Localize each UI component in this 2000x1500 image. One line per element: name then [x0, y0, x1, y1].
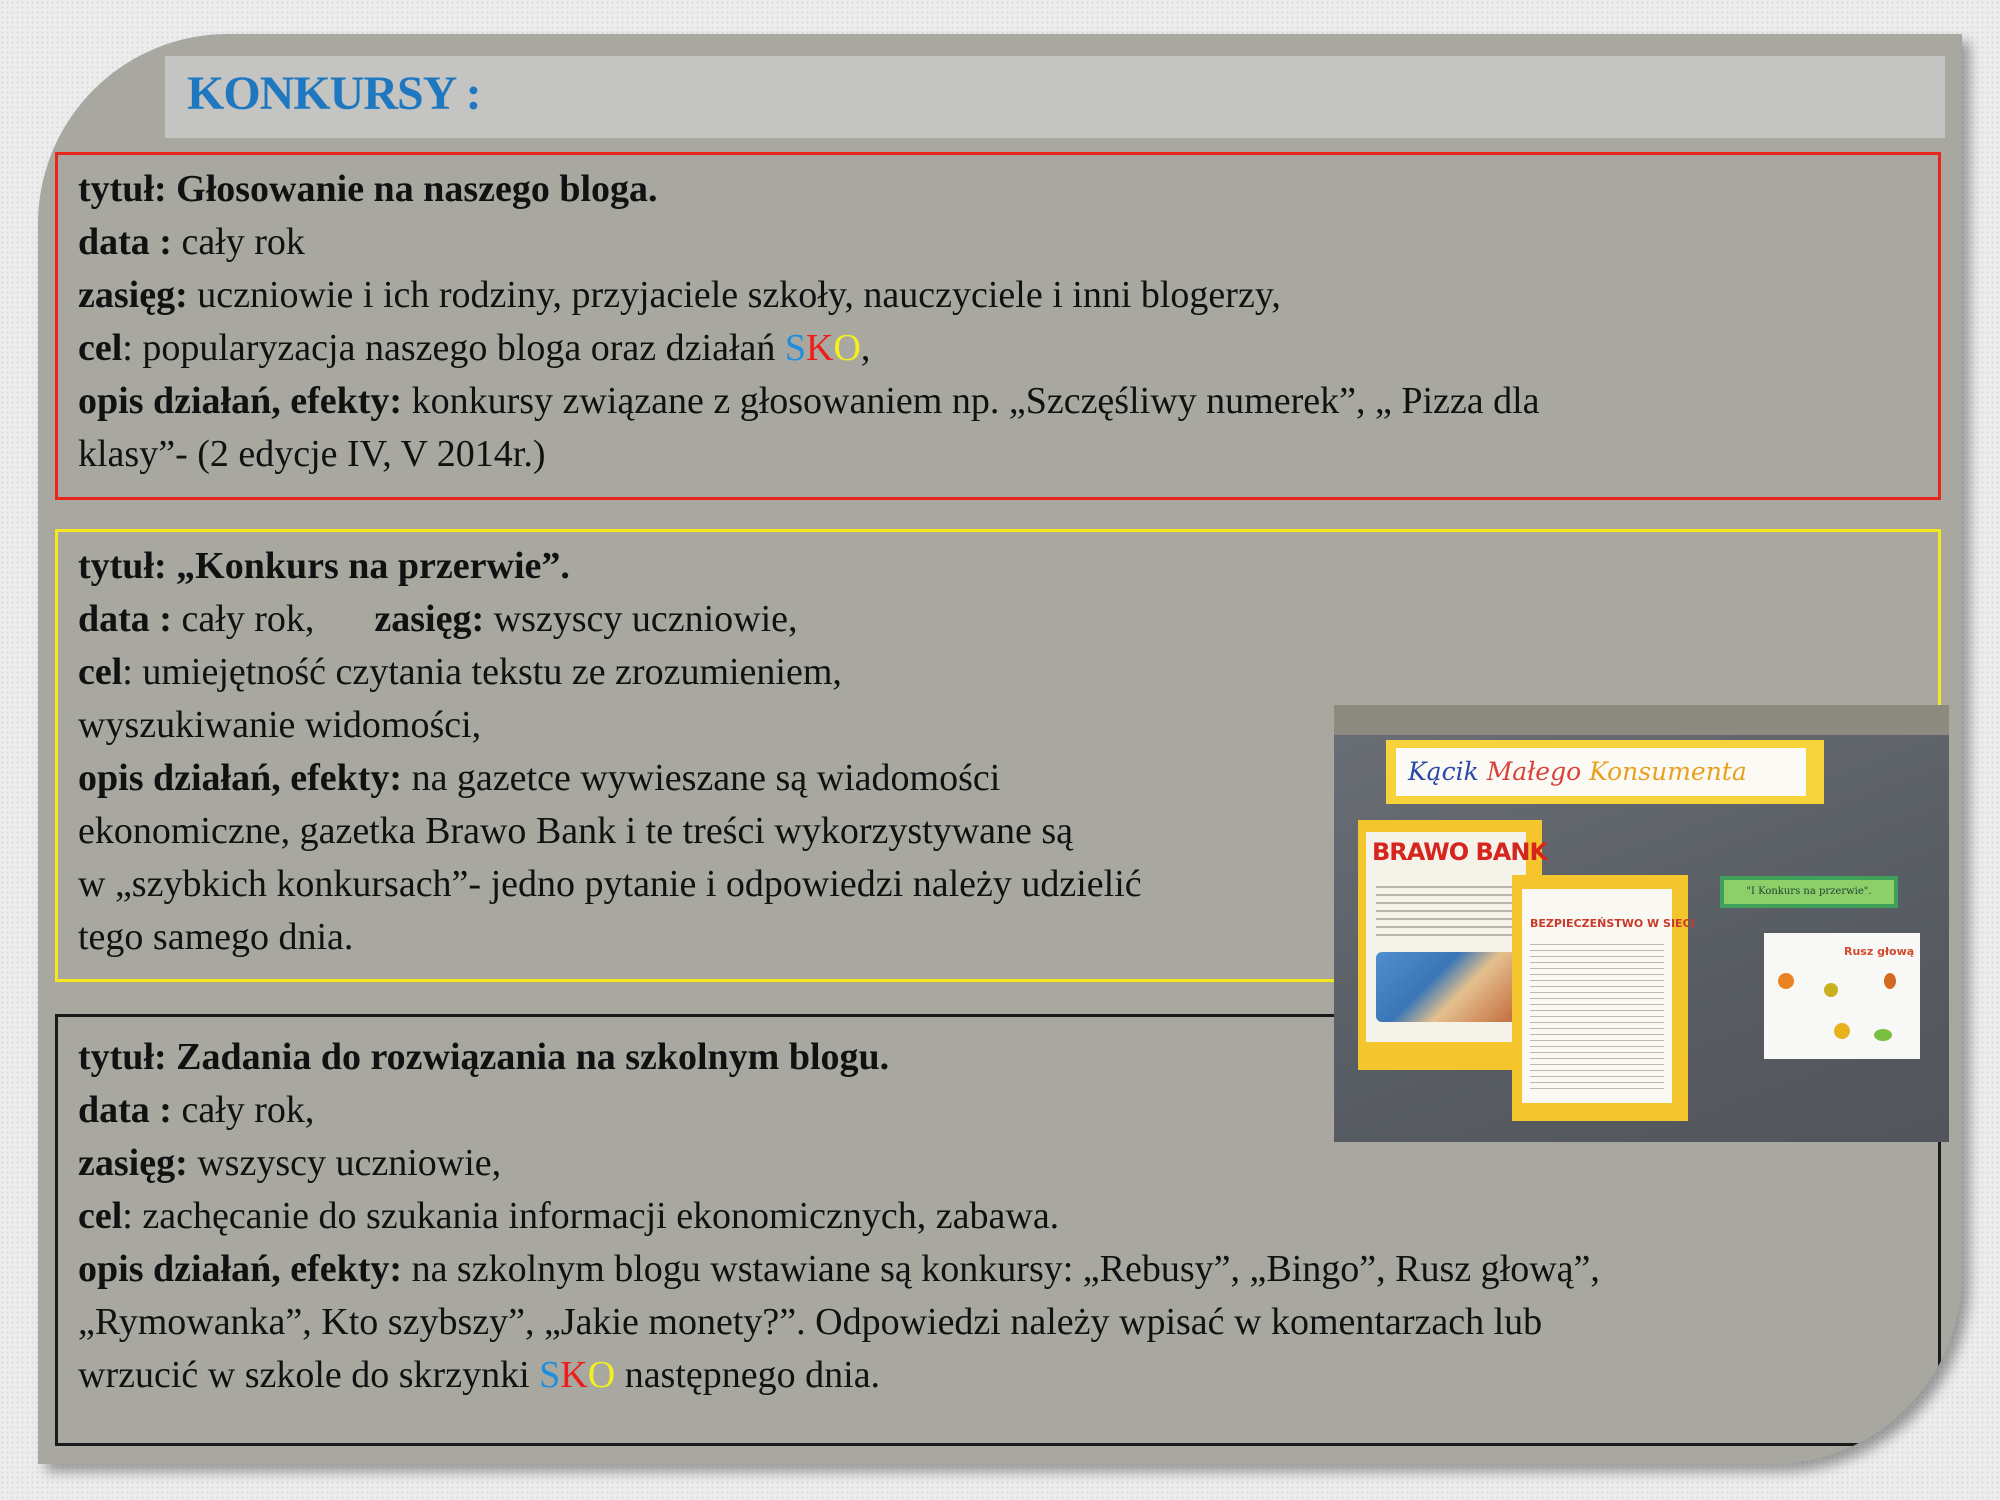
field-value: klasy”- (2 edycje IV, V 2014r.)	[78, 433, 546, 475]
field-label: opis działań, efekty:	[78, 1248, 403, 1290]
field-label: opis działań, efekty:	[78, 757, 403, 799]
banner-word-2: Małego	[1486, 757, 1582, 786]
field-label: tytuł: Głosowanie na naszego bloga.	[78, 168, 658, 210]
text-line	[78, 646, 1918, 699]
field-value: uczniowie i ich rodziny, przyjaciele szkoły, nauczyciele i inni blogerzy,	[187, 274, 1281, 316]
field-value: ekonomiczne, gazetka Brawo Bank i te treści wykorzystywane są	[78, 810, 1074, 852]
safety-poster	[1512, 875, 1695, 1121]
bulletin-board-photo	[1334, 705, 1949, 1142]
text-line	[78, 540, 1918, 593]
field-value: tego samego dnia.	[78, 916, 354, 958]
field-label: opis działań, efekty:	[78, 380, 403, 422]
field-label: zasięg:	[78, 274, 188, 316]
magazine-title: BRAWO BANK	[1372, 838, 1548, 866]
field-label: data :	[78, 1089, 172, 1131]
text-line	[78, 1137, 1918, 1190]
text-line	[78, 216, 1918, 269]
contest-tag	[1720, 876, 1898, 908]
text-line	[78, 1243, 1918, 1296]
field-value: : umiejętność czytania tekstu ze zrozumieniem,	[122, 651, 842, 693]
title-bar	[165, 56, 1945, 138]
child-image	[1376, 952, 1516, 1022]
puzzle-sheet	[1764, 933, 1920, 1059]
field-value: cały rok,	[171, 598, 315, 640]
field-label: data :	[78, 598, 172, 640]
text-line	[78, 269, 1918, 322]
field-value: „Rymowanka”, Kto szybszy”, „Jakie monety?”. Odpowiedzi należy wpisać w komentarzach lub	[78, 1301, 1543, 1343]
field-value: wyszukiwanie widomości,	[78, 704, 482, 746]
sko-letter: K	[560, 1354, 588, 1396]
field-value: na szkolnym blogu wstawiane są konkursy: „Rebusy”, „Bingo”, Rusz głową”,	[402, 1248, 1600, 1290]
banner-word-3: Konsumenta	[1589, 757, 1747, 786]
text-line	[78, 375, 1918, 428]
sko-letter: O	[833, 327, 861, 369]
field-value: cały rok,	[171, 1089, 315, 1131]
text-line	[78, 428, 1918, 481]
sko-letter: O	[587, 1354, 616, 1396]
field-value: wszyscy uczniowie,	[484, 598, 798, 640]
sko-letter: S	[539, 1354, 561, 1396]
field-label: cel	[78, 327, 123, 369]
puzzle-sheet-heading: Rusz głową	[1844, 945, 1915, 958]
field-value: w „szybkich konkursach”- jedno pytanie i odpowiedzi należy udzielić	[78, 863, 1142, 905]
page-title: KONKURSY :	[187, 67, 481, 120]
field-label: zasięg:	[78, 1142, 188, 1184]
text-line	[78, 163, 1918, 216]
field-value: ,	[860, 327, 871, 369]
sko-letter: K	[806, 327, 834, 369]
contest-tag-label: "I Konkurs na przerwie".	[1724, 880, 1894, 904]
field-label: tytuł: „Konkurs na przerwie”.	[78, 545, 570, 587]
field-value: konkursy związane z głosowaniem np. „Szczęśliwy numerek”, „ Pizza dla	[402, 380, 1540, 422]
photo-banner	[1386, 740, 1824, 804]
slide	[38, 34, 1962, 1464]
field-value: wrzucić w szkole do skrzynki	[78, 1354, 540, 1396]
field-value: : zachęcanie do szukania informacji ekonomicznych, zabawa.	[122, 1195, 1060, 1237]
field-label: zasięg:	[374, 598, 485, 640]
text-line	[78, 1296, 1918, 1349]
text-line	[78, 593, 1918, 646]
safety-poster-heading: BEZPIECZEŃSTWO W SIECI	[1530, 917, 1695, 930]
field-label: data :	[78, 221, 172, 263]
banner-word-1: Kącik	[1408, 757, 1479, 786]
sko-letter: S	[784, 327, 807, 369]
text-line	[78, 1349, 1918, 1402]
field-label: cel	[78, 651, 123, 693]
field-value: na gazetce wywieszane są wiadomości	[402, 757, 1001, 799]
field-label: tytuł: Zadania do rozwiązania na szkolnym blogu.	[78, 1036, 890, 1078]
field-value: cały rok	[171, 221, 305, 263]
field-label: cel	[78, 1195, 123, 1237]
field-value: wszyscy uczniowie,	[187, 1142, 502, 1184]
field-value: : popularyzacja naszego bloga oraz działań	[122, 327, 785, 369]
contest-box-1	[55, 152, 1941, 500]
text-line	[78, 322, 1918, 375]
field-value: następnego dnia.	[615, 1354, 881, 1396]
text-line	[78, 1190, 1918, 1243]
